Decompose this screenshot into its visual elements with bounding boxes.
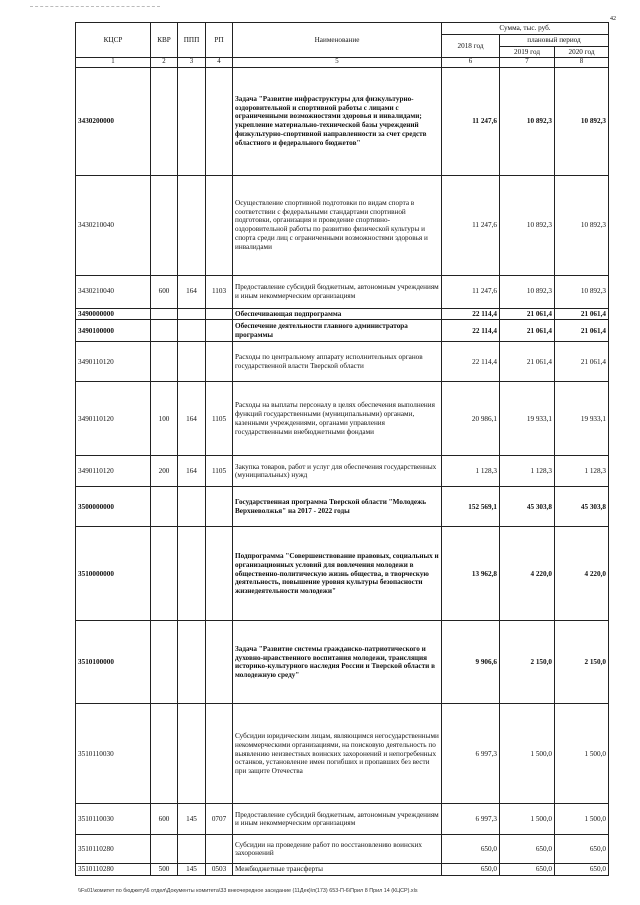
cell-name: Расходы по центральному аппарату исполнительных органов государственной власти Тверской области [233, 342, 442, 382]
table-row [76, 864, 609, 876]
cell-2018: 650,0 [442, 864, 500, 876]
cell-2020: 650,0 [555, 864, 609, 876]
cell-kvr: 600 [151, 804, 178, 835]
table-row [76, 456, 609, 487]
header-name: Наименование [233, 23, 442, 58]
file-path-footer: \\Fs01\комитет по бюджету\6 отдел\Документы комитета\33 внеочередное заседание (11Дек)\п(173) 653-П-6\Прил 8 Прил 14 (КЦСР).xls [78, 888, 418, 894]
cell-name: Обеспечение деятельности главного администратора программы [233, 320, 442, 342]
cell-kcsr: 3510110030 [76, 704, 151, 804]
table-row [76, 704, 609, 804]
cell-2019: 2 150,0 [500, 621, 555, 704]
cell-name: Субсидии на проведение работ по восстановлению воинских захоронений [233, 835, 442, 864]
cell-rp [206, 835, 233, 864]
cell-ppp: 164 [178, 275, 206, 308]
cell-kvr [151, 621, 178, 704]
cell-2019: 10 892,3 [500, 67, 555, 175]
cell-2019: 10 892,3 [500, 175, 555, 275]
cell-2020: 21 061,4 [555, 320, 609, 342]
cell-2020: 10 892,3 [555, 175, 609, 275]
header-sum: Сумма, тыс. руб. [442, 23, 609, 35]
cell-2019: 1 500,0 [500, 704, 555, 804]
cell-ppp [178, 835, 206, 864]
table-row [76, 804, 609, 835]
cell-name: Предоставление субсидий бюджетным, автономным учреждениям и иным некоммерческим организациям [233, 275, 442, 308]
cell-2018: 11 247,6 [442, 175, 500, 275]
table-row [76, 308, 609, 320]
header-2018: 2018 год [442, 34, 500, 58]
header-rp: РП [206, 23, 233, 58]
cell-2018: 650,0 [442, 835, 500, 864]
cell-rp [206, 320, 233, 342]
cell-rp: 1105 [206, 382, 233, 456]
cell-rp [206, 704, 233, 804]
cell-kvr: 600 [151, 275, 178, 308]
cell-2019: 19 933,1 [500, 382, 555, 456]
column-index: 6 [442, 58, 500, 67]
cell-kvr [151, 67, 178, 175]
cell-2019: 10 892,3 [500, 275, 555, 308]
cell-2019: 21 061,4 [500, 320, 555, 342]
header-ppp: ППП [178, 23, 206, 58]
table-row [76, 527, 609, 621]
column-index: 3 [178, 58, 206, 67]
header-2020: 2020 год [555, 46, 609, 58]
cell-2020: 21 061,4 [555, 308, 609, 320]
table-row [76, 275, 609, 308]
cell-2020: 10 892,3 [555, 275, 609, 308]
cell-kvr [151, 175, 178, 275]
cell-2019: 21 061,4 [500, 308, 555, 320]
cell-rp: 1105 [206, 456, 233, 487]
cell-ppp: 145 [178, 804, 206, 835]
cell-ppp [178, 621, 206, 704]
cell-name: Обеспечивающая подпрограмма [233, 308, 442, 320]
cell-ppp [178, 487, 206, 527]
cell-kvr: 100 [151, 382, 178, 456]
column-index: 8 [555, 58, 609, 67]
header-kvr: КВР [151, 23, 178, 58]
cell-name: Межбюджетные трансферты [233, 864, 442, 876]
cell-name: Осуществление спортивной подготовки по видам спорта в соответствии с федеральными стандартами спортивной подготовки, организация и проведение спортивно-оздоровительной работы по развитию физической культуры и спорта среди лиц с ограниченными возможностями здоровья и инвалидами [233, 175, 442, 275]
cell-2018: 1 128,3 [442, 456, 500, 487]
header-plan-period: плановый период [500, 34, 609, 46]
table-row [76, 320, 609, 342]
cell-rp [206, 527, 233, 621]
table-row [76, 342, 609, 382]
cell-kvr [151, 320, 178, 342]
cell-2020: 4 220,0 [555, 527, 609, 621]
cell-kvr [151, 835, 178, 864]
cell-2018: 11 247,6 [442, 275, 500, 308]
table-row [76, 67, 609, 175]
column-index: 2 [151, 58, 178, 67]
cell-kcsr: 3510110030 [76, 804, 151, 835]
cell-2020: 1 128,3 [555, 456, 609, 487]
cell-2018: 22 114,4 [442, 320, 500, 342]
column-index: 1 [76, 58, 151, 67]
page-number: 42 [610, 16, 616, 22]
cell-kvr [151, 487, 178, 527]
table-body [76, 67, 609, 876]
cell-rp [206, 487, 233, 527]
cell-kcsr: 3490000000 [76, 308, 151, 320]
cell-rp: 1103 [206, 275, 233, 308]
cell-ppp [178, 527, 206, 621]
cell-2018: 22 114,4 [442, 342, 500, 382]
cell-rp [206, 308, 233, 320]
column-index: 5 [233, 58, 442, 67]
cell-kcsr: 3510000000 [76, 527, 151, 621]
cell-2020: 45 303,8 [555, 487, 609, 527]
cell-2019: 45 303,8 [500, 487, 555, 527]
cell-2020: 19 933,1 [555, 382, 609, 456]
cell-name: Подпрограмма "Совершенствование правовых, социальных и организационных условий для вовлечения молодежи в общественно-политическую жизнь общества, в творческую деятельность, повышение уровня культуры безопасности жизнедеятельности молодежи" [233, 527, 442, 621]
cell-rp [206, 342, 233, 382]
cell-kvr [151, 308, 178, 320]
table-header [76, 23, 609, 68]
cell-2020: 1 500,0 [555, 704, 609, 804]
cell-kvr [151, 342, 178, 382]
column-index-row [76, 58, 609, 67]
cell-ppp [178, 67, 206, 175]
cell-kcsr: 3490100000 [76, 320, 151, 342]
cell-name: Предоставление субсидий бюджетным, автономным учреждениям и иным некоммерческим организациям [233, 804, 442, 835]
cell-2019: 21 061,4 [500, 342, 555, 382]
cell-kcsr: 3490110120 [76, 342, 151, 382]
cell-2019: 650,0 [500, 864, 555, 876]
scan-mark [30, 6, 160, 7]
cell-kcsr: 3430200000 [76, 67, 151, 175]
cell-rp [206, 67, 233, 175]
cell-2018: 11 247,6 [442, 67, 500, 175]
table-row [76, 835, 609, 864]
cell-name: Задача "Развитие инфраструктуры для физкультурно-оздоровительной и спортивной работы с лицами с ограниченными возможностями здоровья и инвалидами; укрепление материально-технической базы учреждений физкультурно-спортивной направленности за счет средств областного и федерального бюджетов" [233, 67, 442, 175]
cell-rp: 0503 [206, 864, 233, 876]
cell-ppp: 164 [178, 456, 206, 487]
cell-2018: 6 997,3 [442, 804, 500, 835]
budget-table [75, 22, 609, 876]
cell-2018: 6 997,3 [442, 704, 500, 804]
cell-2020: 2 150,0 [555, 621, 609, 704]
table-row [76, 621, 609, 704]
cell-ppp: 145 [178, 864, 206, 876]
cell-2018: 20 986,1 [442, 382, 500, 456]
cell-name: Субсидии юридическим лицам, являющимся негосударственными некоммерческими организациями, на поисковую деятельность по выявлению неизвестных воинских захоронений и непогребенных останков, установление имен погибших и пропавших без вести при защите Отечества [233, 704, 442, 804]
cell-kcsr: 3500000000 [76, 487, 151, 527]
column-index: 4 [206, 58, 233, 67]
column-index: 7 [500, 58, 555, 67]
cell-rp [206, 621, 233, 704]
cell-kcsr: 3490110120 [76, 382, 151, 456]
cell-kvr [151, 527, 178, 621]
cell-name: Государственная программа Тверской области "Молодежь Верхневолжья" на 2017 - 2022 годы [233, 487, 442, 527]
header-kcsr: КЦСР [76, 23, 151, 58]
cell-kvr: 500 [151, 864, 178, 876]
cell-kcsr: 3430210040 [76, 275, 151, 308]
cell-2019: 650,0 [500, 835, 555, 864]
cell-2020: 1 500,0 [555, 804, 609, 835]
table-row [76, 487, 609, 527]
cell-2019: 1 500,0 [500, 804, 555, 835]
cell-ppp [178, 342, 206, 382]
table-row [76, 382, 609, 456]
cell-2018: 13 962,8 [442, 527, 500, 621]
table-row [76, 175, 609, 275]
cell-2020: 650,0 [555, 835, 609, 864]
cell-rp: 0707 [206, 804, 233, 835]
cell-kcsr: 3430210040 [76, 175, 151, 275]
cell-2018: 9 906,6 [442, 621, 500, 704]
cell-kcsr: 3490110120 [76, 456, 151, 487]
cell-ppp [178, 320, 206, 342]
cell-ppp [178, 175, 206, 275]
cell-ppp [178, 704, 206, 804]
cell-name: Закупка товаров, работ и услуг для обеспечения государственных (муниципальных) нужд [233, 456, 442, 487]
cell-name: Задача "Развитие системы гражданско-патриотического и духовно-нравственного воспитания молодежи, трансляция историко-культурного наследия России и Тверской области в молодежную среду" [233, 621, 442, 704]
cell-2020: 10 892,3 [555, 67, 609, 175]
cell-rp [206, 175, 233, 275]
cell-2020: 21 061,4 [555, 342, 609, 382]
cell-2019: 4 220,0 [500, 527, 555, 621]
cell-kcsr: 3510110280 [76, 864, 151, 876]
cell-name: Расходы на выплаты персоналу в целях обеспечения выполнения функций государственными (муниципальными) органами, казенными учреждениями, органами управления государственными внебюджетными фондами [233, 382, 442, 456]
cell-2018: 22 114,4 [442, 308, 500, 320]
cell-kcsr: 3510110280 [76, 835, 151, 864]
cell-kcsr: 3510100000 [76, 621, 151, 704]
cell-2018: 152 569,1 [442, 487, 500, 527]
cell-ppp: 164 [178, 382, 206, 456]
cell-kvr: 200 [151, 456, 178, 487]
header-2019: 2019 год [500, 46, 555, 58]
cell-ppp [178, 308, 206, 320]
cell-2019: 1 128,3 [500, 456, 555, 487]
cell-kvr [151, 704, 178, 804]
